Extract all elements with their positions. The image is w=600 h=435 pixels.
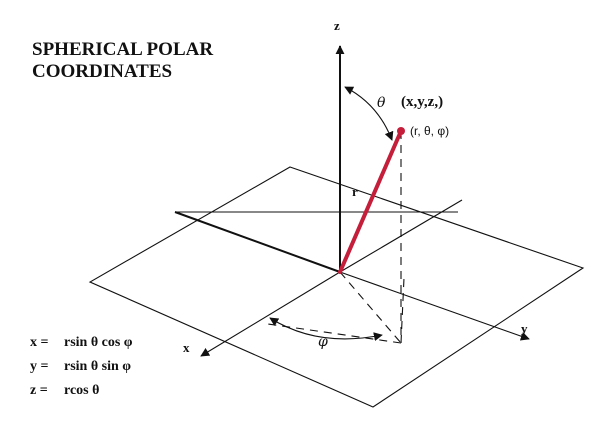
x-axis-label: x <box>183 340 190 355</box>
y-axis-back <box>175 212 340 272</box>
equation-z-lhs: z = <box>30 383 48 398</box>
equation-z <box>30 383 99 398</box>
xy-plane <box>90 167 583 407</box>
equation-x-lhs: x = <box>30 335 49 350</box>
z-axis-label: z <box>334 18 340 33</box>
equation-y-rhs: rsin θ sin φ <box>64 359 132 374</box>
equation-z-rhs: rcos θ <box>64 383 100 398</box>
title-line-2: COORDINATES <box>32 61 173 82</box>
equation-x-rhs: rsin θ cos φ <box>64 335 133 350</box>
title-line-1: SPHERICAL POLAR <box>32 39 214 60</box>
point-marker <box>397 127 405 135</box>
spherical-point-label: (r, θ, φ) <box>410 124 450 138</box>
equation-y-lhs: y = <box>30 359 49 374</box>
radius-label: r <box>352 184 358 199</box>
radius-vector <box>340 131 401 272</box>
equation-y <box>30 359 131 374</box>
projection-line-to-x <box>268 324 401 343</box>
equation-x <box>30 335 133 350</box>
phi-label: φ <box>318 334 328 350</box>
theta-label: θ <box>377 95 386 111</box>
y-axis-label: y <box>521 321 528 336</box>
cartesian-point-label: (x,y,z,) <box>401 94 444 110</box>
